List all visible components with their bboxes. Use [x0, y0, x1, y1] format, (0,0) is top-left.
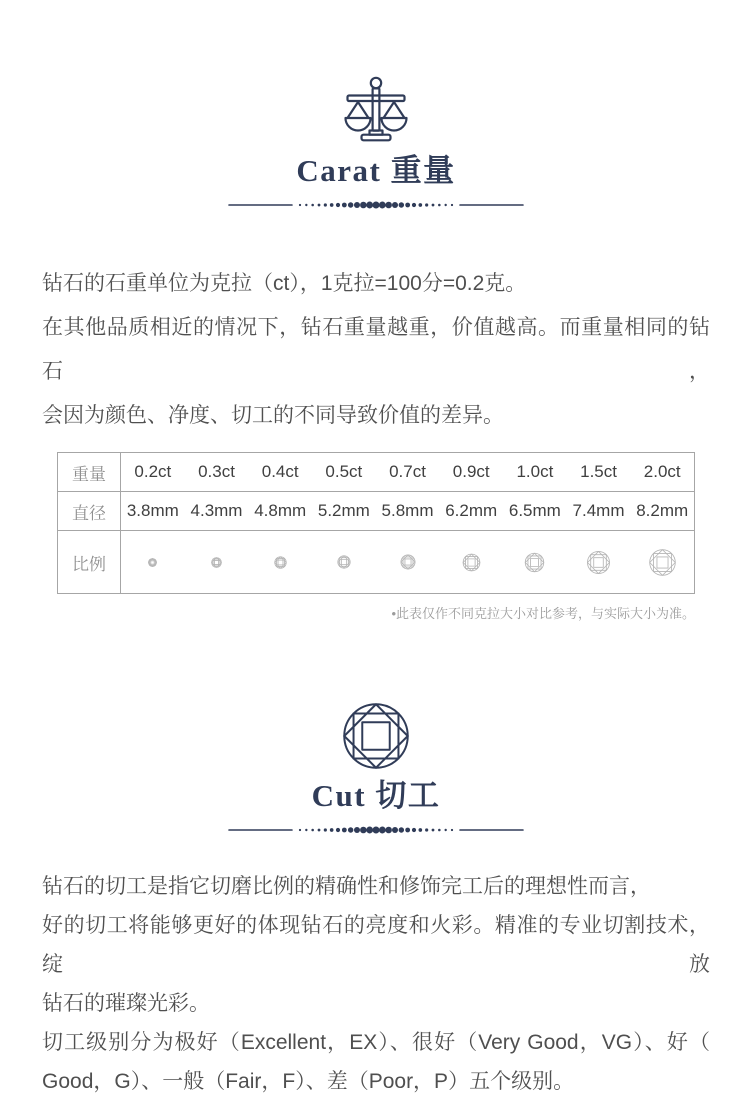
- diamond-top-view-icon: [337, 555, 351, 569]
- weight-values: [121, 453, 694, 491]
- diameter-cell: 5.2mm: [317, 501, 370, 520]
- row-label-scale: 比例: [58, 531, 121, 593]
- diameter-cell: 6.5mm: [508, 501, 561, 520]
- scale-diamond-cell: [630, 531, 694, 593]
- cut-paragraph-line: 好的切工将能够更好的体现钻石的亮度和火彩。精准的专业切割技术，绽放: [42, 914, 710, 976]
- weight-cell: 1.5ct: [580, 462, 617, 481]
- cut-paragraph-line: 钻石的切工是指它切磨比例的精确性和修饰完工后的理想性而言，: [42, 875, 651, 898]
- diamond-top-view-icon: [586, 550, 611, 575]
- carat-paragraph-line: 会因为颜色、净度、切工的不同导致价值的差异。: [42, 404, 504, 427]
- carat-size-table: [57, 452, 695, 594]
- cut-section-header: [0, 623, 752, 772]
- diameter-cell: 7.4mm: [572, 501, 625, 520]
- scale-diamond-cell: [121, 531, 185, 593]
- weight-cell: 0.9ct: [452, 462, 490, 481]
- weight-cell: 1.0ct: [516, 462, 554, 481]
- weight-cell: 0.3ct: [198, 462, 235, 481]
- weight-cell: 0.2ct: [134, 462, 172, 481]
- scale-diamond-cell: [312, 531, 376, 593]
- carat-section-header: [0, 0, 752, 147]
- scale-diamond-cell: [248, 531, 312, 593]
- diameter-cell: 4.8mm: [254, 501, 307, 520]
- weight-cell: 0.4ct: [261, 462, 299, 481]
- diameter-cell: 3.8mm: [126, 501, 179, 520]
- scale-diamond-cell: [185, 531, 249, 593]
- table-row-weight: [58, 453, 694, 492]
- scale-diamond-cell: [503, 531, 567, 593]
- diamond-top-view-icon: [524, 552, 545, 573]
- cut-grades-paragraph: [42, 1023, 710, 1101]
- scale-diamond-cell: [376, 531, 440, 593]
- diamond-top-view-icon: [340, 700, 412, 772]
- cut-grade-line: Good，G）、一般（Fair，F）、差（Poor，P）五个级别。: [42, 1070, 575, 1093]
- diamond-top-view-icon: [211, 557, 222, 568]
- cut-paragraph-line: 钻石的璀璨光彩。: [42, 992, 210, 1015]
- diamond-top-view-icon: [462, 553, 481, 572]
- table-row-scale: [58, 531, 694, 593]
- row-label-diameter: 直径: [58, 492, 121, 530]
- carat-paragraph-line: 在其他品质相近的情况下，钻石重量越重，价值越高。而重量相同的钻石，: [42, 316, 710, 383]
- carat-paragraph: [42, 262, 710, 438]
- cut-paragraph: [42, 867, 710, 1023]
- dot-divider: [0, 198, 752, 212]
- cut-section-title: Cut 切工: [311, 778, 441, 813]
- diameter-values: [121, 492, 694, 530]
- diameter-cell: 6.2mm: [445, 501, 498, 520]
- weight-cell: 0.7ct: [389, 462, 426, 481]
- weight-cell: 2.0ct: [643, 462, 681, 481]
- table-row-diameter: [58, 492, 694, 531]
- diameter-cell: 4.3mm: [190, 501, 243, 520]
- diamond-top-view-icon: [274, 556, 287, 569]
- carat-section-title: Carat 重量: [296, 153, 456, 188]
- dot-divider: [0, 823, 752, 837]
- row-label-weight: 重量: [58, 453, 121, 491]
- scale-diamond-cell: [567, 531, 631, 593]
- scale-diamond-cells: [121, 531, 694, 593]
- diamond-top-view-icon: [400, 554, 416, 570]
- weight-cell: 0.5ct: [325, 462, 363, 481]
- scale-diamond-cell: [439, 531, 503, 593]
- diamond-top-view-icon: [648, 548, 677, 577]
- table-note: •此表仅作不同克拉大小对比参考，与实际大小为准。: [391, 606, 695, 621]
- cut-grade-line: 切工级别分为极好（Excellent，EX）、很好（Very Good，VG）、好（: [42, 1031, 710, 1054]
- diameter-cell: 8.2mm: [636, 501, 689, 520]
- carat-paragraph-line: 钻石的石重单位为克拉（ct），1克拉=100分=0.2克。: [42, 272, 527, 295]
- diamond-top-view-icon: [148, 558, 157, 567]
- balance-scale-icon: [340, 75, 412, 147]
- diameter-cell: 5.8mm: [381, 501, 434, 520]
